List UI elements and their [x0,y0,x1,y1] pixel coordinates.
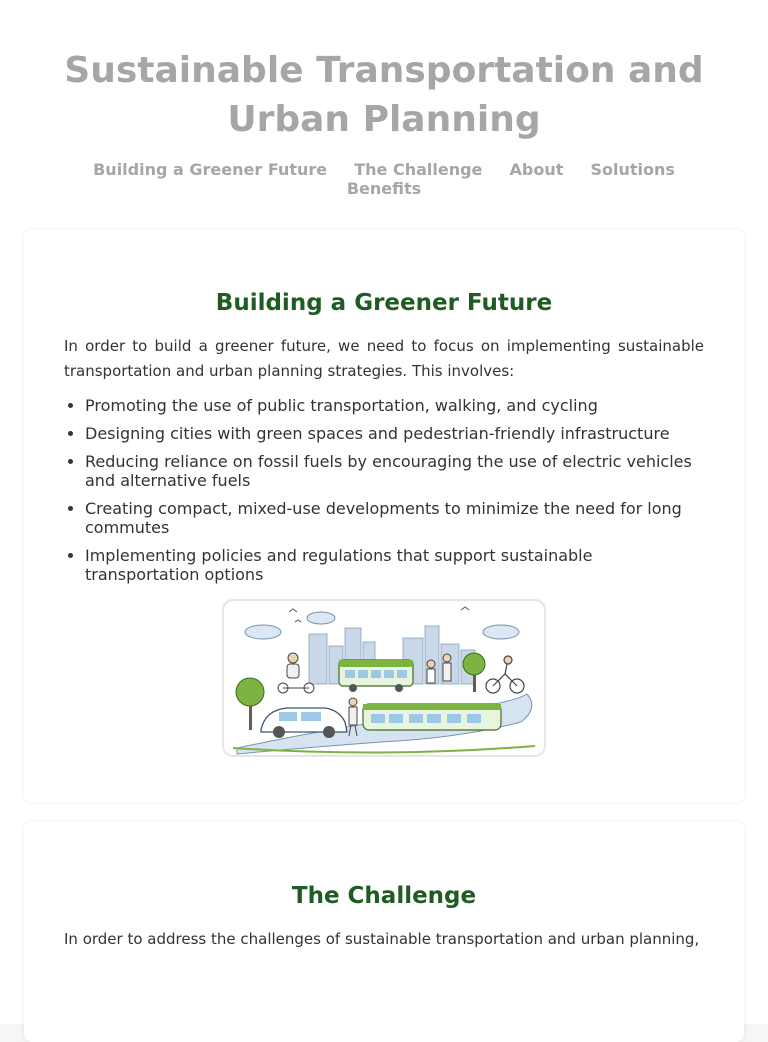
list-item: • Implementing policies and regulations that support sustainable transportation options [85,546,704,584]
nav-link-solutions[interactable]: Solutions [590,160,675,179]
section-heading: The Challenge [291,883,477,909]
section-greener-future [24,230,744,802]
site-title: Sustainable Transportation and Urban Planning [64,50,704,140]
tram-icon [363,704,501,730]
nav-link-benefits[interactable]: Benefits [346,179,422,198]
section-intro: In order to address the challenges of sustainable transportation and urban planning, [64,930,700,948]
section-intro: In order to build a greener future, we need to focus on implementing sustainable transportation and urban planning strategies. This involves: [64,337,704,380]
main-nav [0,160,768,198]
nav-link-building-greener-future[interactable]: Building a Greener Future [93,160,328,179]
site-header [0,0,768,198]
list-item: • Promoting the use of public transportation, walking, and cycling [85,396,704,415]
sustainable-city-illustration [221,598,547,758]
section-heading: Building a Greener Future [215,290,553,316]
list-item: • Designing cities with green spaces and pedestrian-friendly infrastructure [85,424,704,443]
strategy-list [64,396,704,584]
section-the-challenge [24,822,744,1042]
list-item: • Reducing reliance on fossil fuels by encouraging the use of electric vehicles and alternative fuels [85,452,704,490]
nav-link-about[interactable]: About [509,160,564,179]
list-item: • Creating compact, mixed-use developments to minimize the need for long commutes [85,499,704,537]
nav-link-the-challenge[interactable]: The Challenge [354,160,483,179]
